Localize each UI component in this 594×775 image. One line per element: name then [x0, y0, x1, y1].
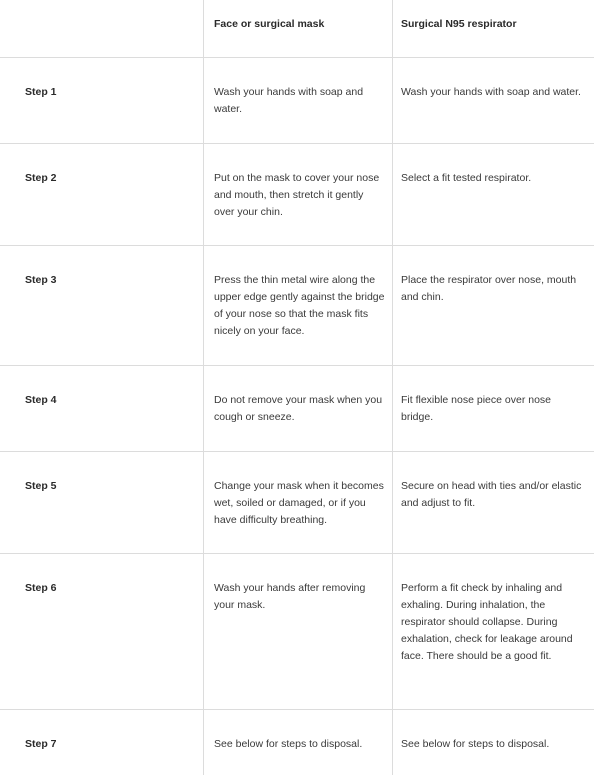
respirator-instruction-cell: Secure on head with ties and/or elastic and adjust to fit. — [392, 452, 594, 553]
step-label: Step 6 — [25, 582, 57, 594]
table-row — [0, 58, 594, 144]
mask-instruction-cell: See below for steps to disposal. — [203, 710, 392, 775]
step-label: Step 3 — [25, 274, 57, 286]
step-label-cell — [0, 58, 203, 143]
header-cell-respirator: Surgical N95 respirator — [392, 0, 594, 57]
table-row — [0, 710, 594, 775]
mask-instruction-cell: Put on the mask to cover your nose and mouth, then stretch it gently over your chin. — [203, 144, 392, 245]
mask-instruction-cell: Press the thin metal wire along the upper edge gently against the bridge of your nose so that the mask fits nicely on your face. — [203, 246, 392, 365]
respirator-instruction-cell: Select a fit tested respirator. — [392, 144, 594, 245]
step-label-cell — [0, 452, 203, 553]
step-label-cell — [0, 554, 203, 709]
table-row — [0, 144, 594, 246]
table-row — [0, 366, 594, 452]
step-label-cell — [0, 710, 203, 775]
step-label: Step 2 — [25, 172, 57, 184]
respirator-instruction-cell: Place the respirator over nose, mouth and chin. — [392, 246, 594, 365]
mask-instruction-cell: Change your mask when it becomes wet, soiled or damaged, or if you have difficulty breathing. — [203, 452, 392, 553]
header-cell-empty — [0, 0, 203, 57]
header-cell-mask: Face or surgical mask — [203, 0, 392, 57]
table-row — [0, 452, 594, 554]
step-label: Step 1 — [25, 86, 57, 98]
step-label-cell — [0, 144, 203, 245]
mask-instruction-cell: Wash your hands after removing your mask. — [203, 554, 392, 709]
respirator-instruction-cell: Perform a fit check by inhaling and exhaling. During inhalation, the respirator should collapse. During exhalation, check for leakage around face. There should be a good fit. — [392, 554, 594, 709]
respirator-instruction-cell: Fit flexible nose piece over nose bridge. — [392, 366, 594, 451]
step-label: Step 5 — [25, 480, 57, 492]
table-header-row — [0, 0, 594, 58]
step-label-cell — [0, 366, 203, 451]
step-label: Step 4 — [25, 394, 57, 406]
table-row — [0, 554, 594, 710]
respirator-instruction-cell: See below for steps to disposal. — [392, 710, 594, 775]
table-row — [0, 246, 594, 366]
step-label: Step 7 — [25, 738, 57, 750]
mask-instruction-cell: Do not remove your mask when you cough or sneeze. — [203, 366, 392, 451]
respirator-instruction-cell: Wash your hands with soap and water. — [392, 58, 594, 143]
step-label-cell — [0, 246, 203, 365]
mask-instruction-cell: Wash your hands with soap and water. — [203, 58, 392, 143]
